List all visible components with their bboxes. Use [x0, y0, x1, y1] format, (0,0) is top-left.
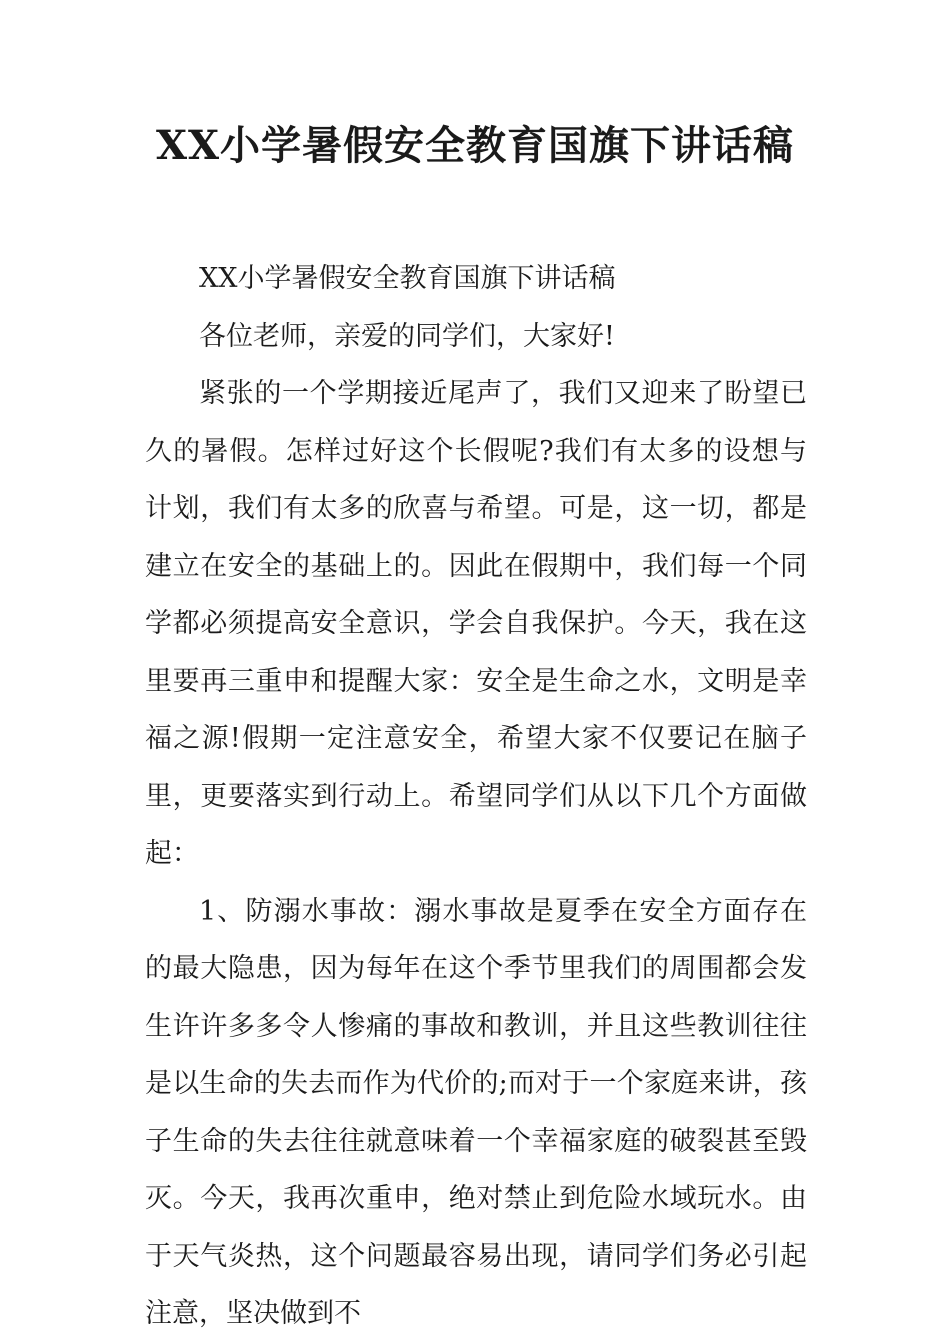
paragraph-subtitle: XX小学暑假安全教育国旗下讲话稿 [199, 263, 616, 294]
paragraph-drowning-safety: 1、防溺水事故：溺水事故是夏季在安全方面存在的最大隐患，因为每年在这个季节里我们的周围都会发生许许多多令人惨痛的事故和教训，并且这些教训往往是以生命的失去而作为代价的;而对于一个家庭来讲，孩子生命的失去往往就意味着一个幸福家庭的破裂甚至毁灭。今天，我再次重申，绝对禁止到危险水域玩水。由于天气炎热，这个问题最容易出现，请同学们务必引起注意，坚决做到不 [145, 895, 807, 1329]
document-title: XX小学暑假安全教育国旗下讲话稿 [155, 122, 795, 169]
document-body [145, 250, 807, 1343]
paragraph-greeting: 各位老师，亲爱的同学们，大家好! [199, 320, 615, 352]
paragraph-intro: 紧张的一个学期接近尾声了，我们又迎来了盼望已久的暑假。怎样过好这个长假呢?我们有太多的设想与计划，我们有太多的欣喜与希望。可是，这一切，都是建立在安全的基础上的。因此在假期中，我们每一个同学都必须提高安全意识，学会自我保护。今天，我在这里要再三重申和提醒大家：安全是生命之水，文明是幸福之源!假期一定注意安全，希望大家不仅要记在脑子里，更要落实到行动上。希望同学们从以下几个方面做起： [145, 378, 807, 869]
